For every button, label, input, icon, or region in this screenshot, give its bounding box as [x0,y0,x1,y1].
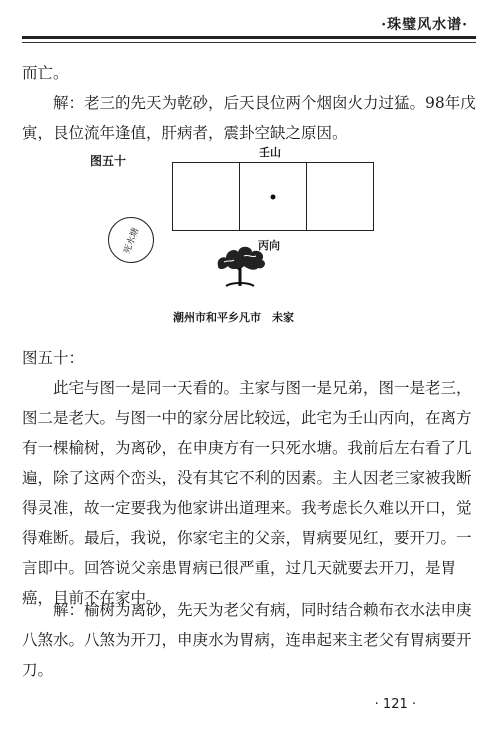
paragraph-explanation: 解：老三的先天为乾砂，后天艮位两个烟囱火力过猛。98年戊寅，艮位流年逢值，肝病者，震卦空缺之原因。 [22,94,476,142]
tree-icon [212,240,268,288]
running-header: ·珠璧风水谱· [381,17,468,33]
figure-caption: 潮州市和平乡凡市 未家 [173,311,294,324]
figure-heading: 图五十： [22,349,85,367]
page-number: · 121 · [374,697,416,712]
pond-circle [108,217,154,263]
room-center [240,163,307,230]
room-right [307,163,373,230]
header-rule-thin [22,42,476,43]
direction-label: 丙向 [258,239,280,252]
paragraph-continuation: 而亡。 [22,64,69,82]
pond-label: 死水塘 [123,226,142,255]
figure-label: 图五十 [90,154,127,168]
paragraph-case: 此宅与图一是同一天看的。主家与图一是兄弟，图一是老三，图二是老大。与图一中的家分居比较远，此宅为壬山丙向，在离方有一棵榆树，为离砂，在申庚方有一只死水塘。我前后左右看了几遍，除了这两个峦头，没有其它不利的因素。主人因老三家被我断得灵准，故一定要我为他家讲出道理来。我考虑长久难以开口，觉得难断。最后，我说，你家宅主的父亲，胃病要见红，要开刀。一言即中。回答说父亲患胃病已很严重，过几天就要去开刀，是胃癌，目前不在家中。 [22,379,472,607]
paragraph-solution: 解：榆树为离砂，先天为老父有病，同时结合赖布衣水法申庚八煞水。八煞为开刀，申庚水为胃病，连串起来主老父有胃病要开刀。 [22,601,472,679]
room-left [173,163,240,230]
center-point [271,194,276,199]
header-rule [22,36,476,39]
house-plan [172,162,374,231]
mountain-label: 壬山 [259,146,281,159]
